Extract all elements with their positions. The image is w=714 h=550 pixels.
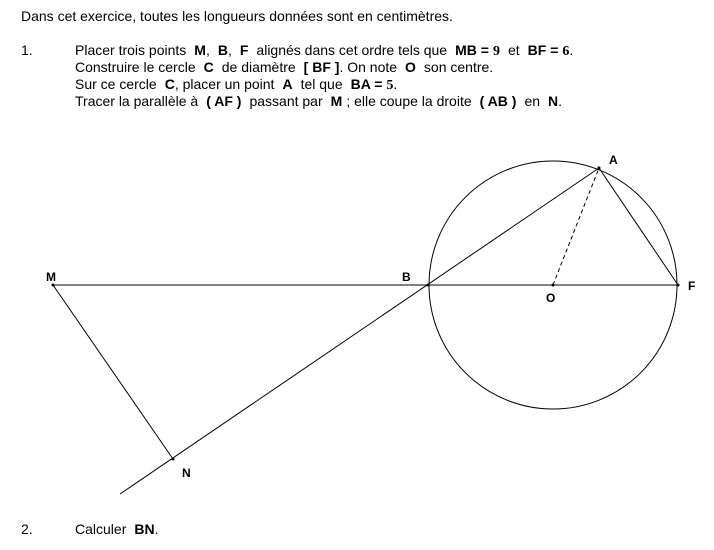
circle-name-c: C (164, 76, 175, 92)
text: , placer un point (174, 76, 275, 92)
point-a (598, 167, 601, 170)
text: . (569, 42, 574, 58)
text: Tracer la parallèle à (75, 93, 199, 109)
text: . (558, 93, 563, 109)
text: en (524, 93, 541, 109)
text: alignés dans cet ordre tels que (256, 42, 448, 58)
question-2-number: 2. (21, 521, 33, 537)
length-bf-value: 6 (562, 44, 570, 59)
point-name-b: B (217, 42, 228, 58)
length-ba-value: 5 (386, 78, 394, 93)
segment-bn: BN (134, 521, 155, 537)
point-name-m: M (330, 93, 343, 109)
point-o (552, 284, 555, 287)
text: son centre. (423, 59, 494, 75)
separator: , (227, 42, 232, 58)
point-name-a: A (282, 76, 293, 92)
separator: , (205, 42, 210, 58)
segment-bf: [ BF ] (303, 59, 340, 75)
label-n: N (182, 466, 191, 480)
point-n (172, 458, 175, 461)
text: Sur ce cercle (75, 76, 157, 92)
question-2-text (75, 521, 158, 537)
line-ab: ( AB ) (479, 93, 517, 109)
line-af: ( AF ) (206, 93, 242, 109)
segment-af (599, 168, 678, 285)
text: . (393, 76, 398, 92)
text: Calculer (75, 521, 127, 537)
point-name-f: F (239, 42, 249, 58)
text: Construire le cercle (75, 59, 196, 75)
length-mb-label: MB = (455, 42, 489, 58)
label-f: F (688, 279, 696, 293)
line-ab (120, 168, 599, 494)
length-ba-label: BA = (350, 76, 383, 92)
point-b (427, 284, 430, 287)
text: tel que (300, 76, 343, 92)
point-name-o: O (405, 59, 416, 75)
point-name-m: M (194, 42, 206, 58)
point-name-n: N (548, 93, 559, 109)
question-1-number: 1. (21, 42, 33, 58)
text: Placer trois points (75, 42, 187, 58)
length-mb-value: 9 (492, 44, 500, 59)
label-b: B (402, 270, 411, 284)
label-m: M (46, 270, 56, 284)
label-o: O (546, 291, 556, 305)
text: de diamètre (221, 59, 296, 75)
text: . On note (339, 59, 398, 75)
text: et (507, 42, 520, 58)
text: ; elle coupe la droite (346, 93, 472, 109)
text: . (154, 521, 159, 537)
length-bf-label: BF = (527, 42, 559, 58)
label-a: A (609, 153, 618, 167)
circle-name-c: C (203, 59, 214, 75)
segment-mn (53, 285, 173, 459)
text: passant par (249, 93, 323, 109)
exercise-intro: Dans cet exercice, toutes les longueurs données sont en centimètres. (21, 8, 453, 24)
segment-oa-dashed (553, 168, 599, 285)
point-f (677, 284, 680, 287)
